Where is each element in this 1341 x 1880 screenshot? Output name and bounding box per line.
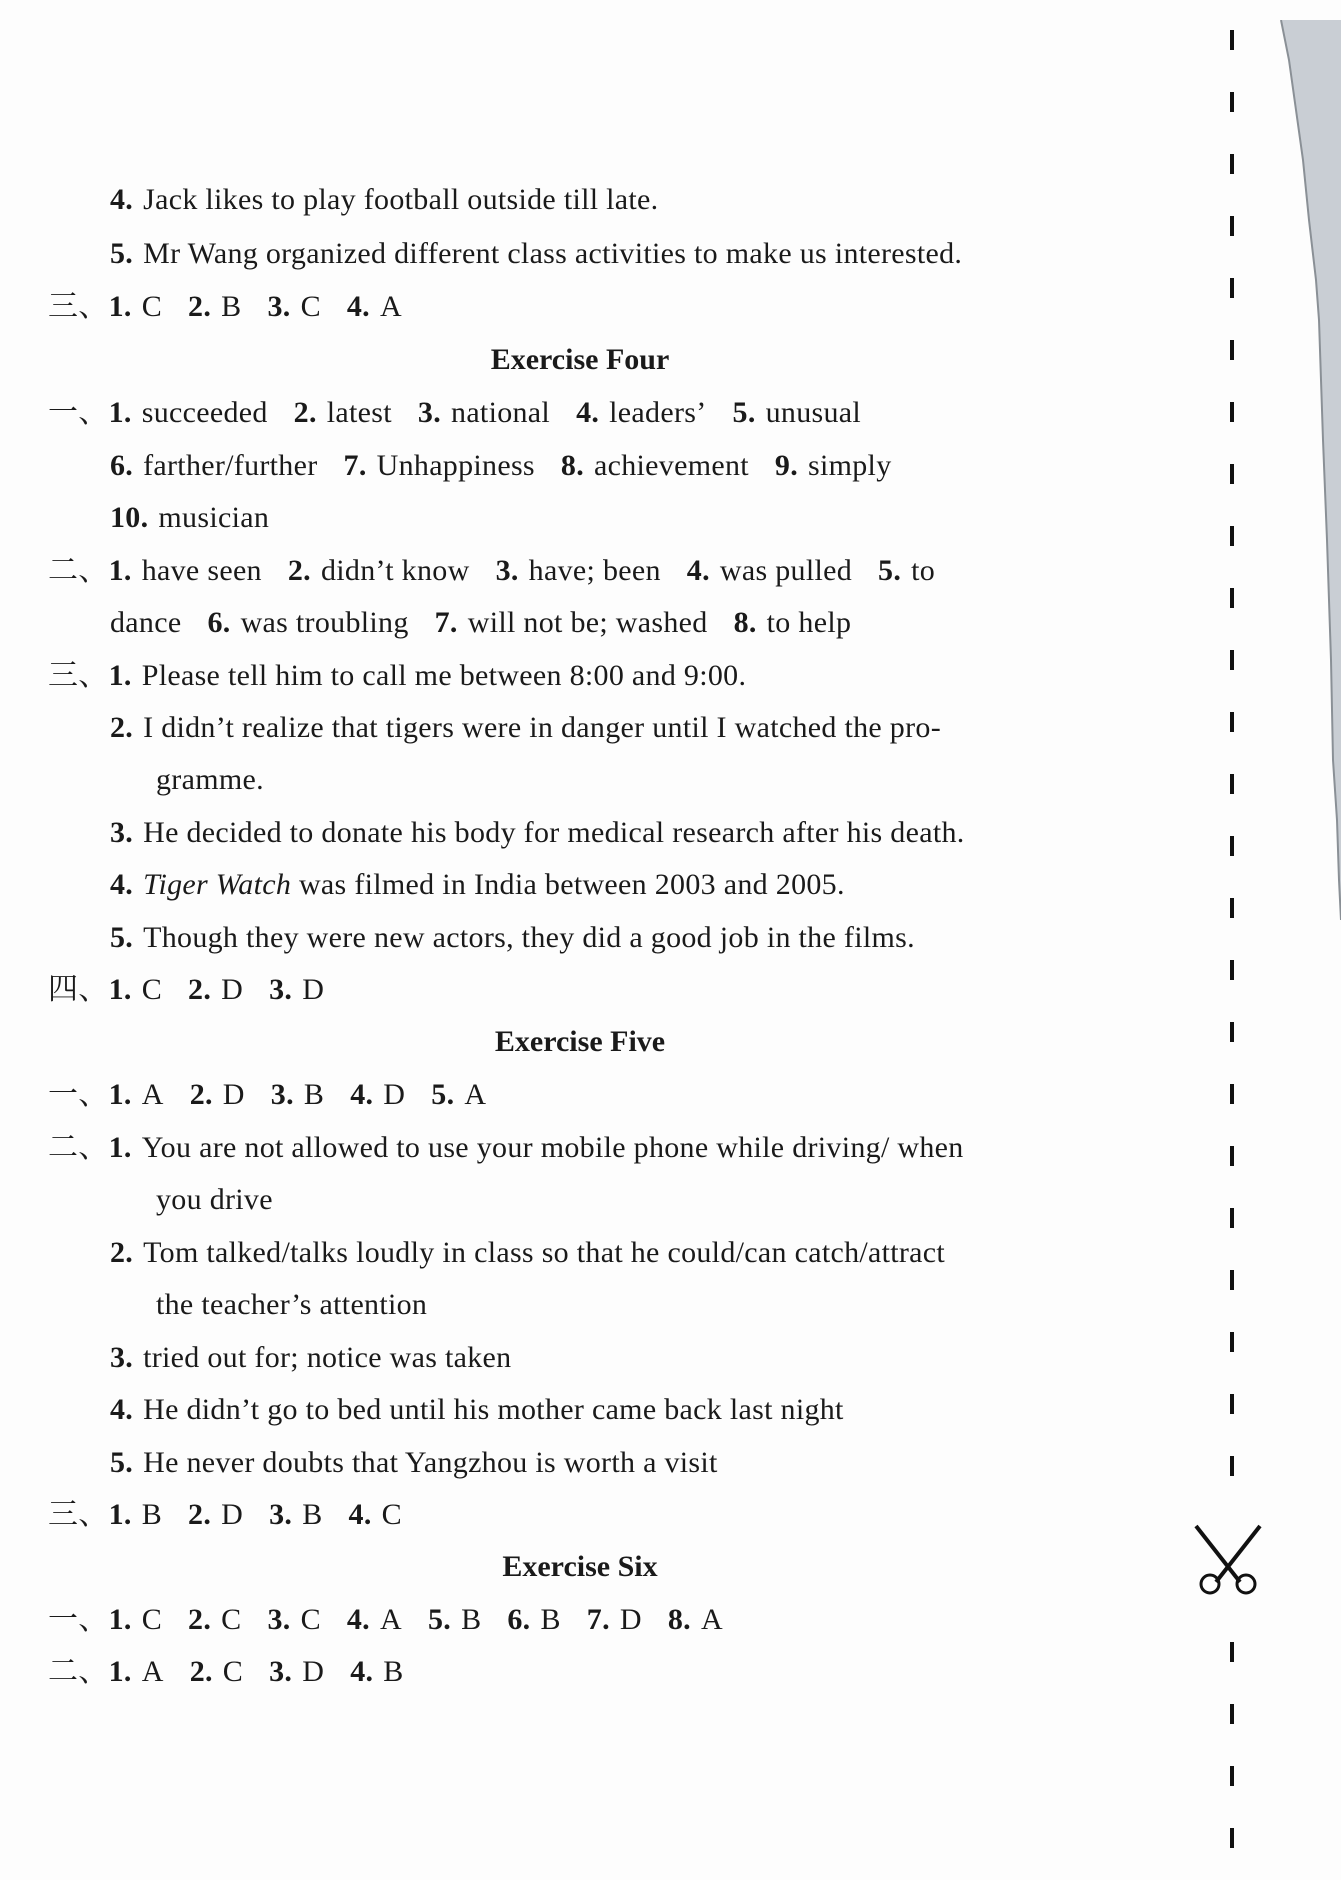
- answer-item: 2.: [110, 1236, 134, 1269]
- answer-line: [110, 708, 941, 748]
- answer-item: 7.: [343, 449, 367, 482]
- answer-item: 2.: [110, 711, 134, 744]
- answer-item: 2.: [189, 1078, 213, 1111]
- answer-item: 1.: [108, 973, 132, 1006]
- answer-item: 7.: [434, 606, 458, 639]
- answer-item: unusual: [765, 396, 862, 429]
- item-text: Mr Wang organized different class activities to make us interested.: [143, 237, 963, 270]
- answer-item: He decided to donate his body for medical research after his death.: [143, 816, 965, 849]
- answer-item: 2.: [287, 554, 311, 587]
- answer-item: B: [383, 1655, 404, 1688]
- answer-item: Tom talked/talks loudly in class so that he could/can catch/attract: [143, 1236, 946, 1269]
- answer-item: A: [379, 1603, 402, 1636]
- section-marker: 四、: [48, 973, 109, 1006]
- section-marker: 一、: [48, 396, 109, 429]
- answer-item: 6.: [507, 1603, 531, 1636]
- answer-item: B: [461, 1603, 482, 1636]
- answer-item: 2.: [189, 1655, 213, 1688]
- answer-item: Though they were new actors, they did a good job in the films.: [143, 921, 915, 954]
- cut-dash: [1230, 30, 1234, 50]
- cut-dash: [1230, 1394, 1234, 1414]
- answer-item: D: [383, 1078, 406, 1111]
- answer-item: 5.: [110, 921, 134, 954]
- answer-item: 1.: [108, 396, 132, 429]
- answer-item: C: [300, 1603, 321, 1636]
- answer-item: was pulled: [719, 554, 853, 587]
- cut-dash: [1230, 650, 1234, 670]
- section-title: Exercise Five: [494, 1025, 666, 1058]
- answer-line: [48, 970, 324, 1010]
- answer-line: [48, 1495, 402, 1535]
- answer-item: 1.: [108, 659, 132, 692]
- answer-item: succeeded: [141, 396, 268, 429]
- cut-dash: [1230, 340, 1234, 360]
- answer-item: 3.: [269, 1655, 293, 1688]
- scissors-icon: [1188, 1520, 1268, 1600]
- answer-line: [110, 918, 915, 958]
- cut-dash: [1230, 464, 1234, 484]
- cut-dash: [1230, 1704, 1234, 1724]
- answer-item: A: [700, 1603, 723, 1636]
- answer-item: 4.: [686, 554, 710, 587]
- answer-item: B: [302, 1498, 323, 1531]
- answer-item: was filmed in India between 2003 and 2005.: [298, 868, 845, 901]
- cut-dash: [1230, 774, 1234, 794]
- answer-item: B: [221, 290, 242, 323]
- answer-item: 3.: [269, 1498, 293, 1531]
- answer-item: 3.: [110, 816, 134, 849]
- answer-line: [110, 1390, 844, 1430]
- answer-item: 1.: [108, 1131, 132, 1164]
- answer-item: I didn’t realize that tigers were in danger until I watched the pro-: [143, 711, 941, 744]
- answer-item: 3.: [110, 1341, 134, 1374]
- cut-dash: [1230, 1642, 1234, 1662]
- section-marker: 三、: [48, 290, 109, 323]
- answer-item: 4.: [346, 1603, 370, 1636]
- cut-dash: [1230, 1084, 1234, 1104]
- answer-item: 2.: [188, 290, 212, 323]
- answer-item: 4.: [348, 1498, 372, 1531]
- answer-item: 5.: [732, 396, 756, 429]
- answer-line: [110, 234, 962, 274]
- answer-item: 3.: [269, 973, 293, 1006]
- answer-item: You are not allowed to use your mobile phone while driving/ when: [141, 1131, 964, 1164]
- cut-dash: [1230, 836, 1234, 856]
- answer-item: D: [221, 1498, 244, 1531]
- cut-dash: [1230, 1332, 1234, 1352]
- answer-line: [110, 1233, 945, 1273]
- answer-item: 9.: [774, 449, 799, 482]
- answer-item: achievement: [594, 449, 749, 482]
- answer-line: [110, 1338, 511, 1378]
- section-marker: 一、: [48, 1603, 109, 1636]
- answer-item: 3.: [267, 290, 291, 323]
- cut-dash: [1230, 960, 1234, 980]
- answer-line: [110, 446, 892, 486]
- answer-item: D: [302, 973, 325, 1006]
- section-marker: 二、: [48, 1131, 109, 1164]
- item-text: Jack likes to play football outside till late.: [143, 183, 659, 216]
- answer-item: 5.: [431, 1078, 455, 1111]
- answer-line: [110, 865, 845, 905]
- answer-item: 3.: [495, 554, 519, 587]
- answer-item: 2.: [188, 973, 212, 1006]
- answer-item: farther/further: [143, 449, 318, 482]
- cut-dash: [1230, 216, 1234, 236]
- answer-item: 1.: [108, 290, 132, 323]
- answer-item: He never doubts that Yangzhou is worth a visit: [143, 1446, 718, 1479]
- answer-item: 5.: [427, 1603, 452, 1636]
- answer-item: 1.: [108, 1078, 132, 1111]
- answer-item: was troubling: [240, 606, 409, 639]
- cut-dash: [1230, 1022, 1234, 1042]
- answer-line: [48, 1128, 964, 1168]
- answer-item: 8.: [667, 1603, 691, 1636]
- section-title: Exercise Four: [490, 343, 670, 376]
- answer-item: C: [141, 1603, 163, 1636]
- answer-item: 7.: [586, 1603, 610, 1636]
- cut-dash: [1230, 588, 1234, 608]
- answer-item: didn’t know: [320, 554, 470, 587]
- answer-item: C: [141, 290, 163, 323]
- answer-line: [48, 287, 402, 327]
- answer-item: A: [379, 290, 402, 323]
- answer-line: [110, 603, 851, 643]
- answer-item: 4.: [110, 1393, 134, 1426]
- answer-item: B: [540, 1603, 561, 1636]
- answer-item: 3.: [270, 1078, 294, 1111]
- answer-item: 4.: [576, 396, 600, 429]
- answer-item: you drive: [156, 1183, 273, 1216]
- answer-item: the teacher’s attention: [156, 1288, 428, 1321]
- answer-item: 5.: [110, 1446, 134, 1479]
- answer-item: Unhappiness: [376, 449, 535, 482]
- answer-line: [110, 1443, 718, 1483]
- answer-item: 8.: [560, 449, 585, 482]
- cut-dash: [1230, 154, 1234, 174]
- cut-dash: [1230, 402, 1234, 422]
- answer-item: gramme.: [156, 763, 264, 796]
- answer-item: 8.: [733, 606, 757, 639]
- answer-item: dance: [110, 606, 182, 639]
- cut-dash: [1230, 1766, 1234, 1786]
- answer-item: to help: [766, 606, 852, 639]
- answer-item: to: [911, 554, 936, 587]
- answer-line: [156, 760, 264, 800]
- section-marker: 一、: [48, 1078, 109, 1111]
- section-marker: 三、: [48, 1498, 109, 1531]
- cut-dash: [1230, 526, 1234, 546]
- answer-line: [156, 1285, 427, 1325]
- answer-item: 3.: [417, 396, 442, 429]
- item-number: 4.: [110, 183, 134, 216]
- answer-item: 1.: [108, 1603, 132, 1636]
- cut-dash: [1230, 898, 1234, 918]
- answer-item: 1.: [108, 1498, 132, 1531]
- section-marker: 二、: [48, 1655, 109, 1688]
- answer-item: Tiger Watch: [143, 868, 292, 901]
- answer-line: [48, 656, 746, 696]
- answer-line: [48, 1075, 486, 1115]
- section-marker: 二、: [48, 554, 109, 587]
- answer-line: [110, 180, 658, 220]
- cut-dash: [1230, 1456, 1234, 1476]
- cut-dash: [1230, 1828, 1234, 1848]
- answer-line: [48, 1652, 404, 1692]
- answer-item: B: [303, 1078, 325, 1111]
- answer-item: B: [141, 1498, 163, 1531]
- section-marker: 三、: [48, 659, 109, 692]
- cut-dash: [1230, 1270, 1234, 1290]
- answer-item: 4.: [350, 1078, 374, 1111]
- cut-dash: [1230, 1208, 1234, 1228]
- answer-item: A: [141, 1078, 164, 1111]
- answer-item: 1.: [108, 1655, 132, 1688]
- answer-item: D: [221, 973, 244, 1006]
- answer-item: He didn’t go to bed until his mother came back last night: [143, 1393, 844, 1426]
- answer-item: leaders’: [609, 396, 707, 429]
- answer-item: have seen: [141, 554, 262, 587]
- answer-item: D: [302, 1655, 325, 1688]
- answer-item: 2.: [188, 1498, 212, 1531]
- answer-item: simply: [808, 449, 892, 482]
- answer-item: have; been: [528, 554, 661, 587]
- cut-dash: [1230, 278, 1234, 298]
- answer-item: 4.: [110, 868, 134, 901]
- answer-item: will not be; washed: [467, 606, 708, 639]
- answer-item: 10.: [110, 501, 149, 534]
- answer-item: latest: [326, 396, 392, 429]
- answer-item: D: [222, 1078, 245, 1111]
- answer-item: 3.: [267, 1603, 291, 1636]
- answer-line: [110, 498, 269, 538]
- answer-line: [110, 813, 965, 853]
- answer-item: 4.: [346, 290, 370, 323]
- section-title: Exercise Six: [502, 1550, 658, 1583]
- answer-item: C: [222, 1655, 244, 1688]
- answer-item: 4.: [350, 1655, 374, 1688]
- answer-item: 1.: [108, 554, 132, 587]
- answer-line: [48, 1600, 723, 1640]
- answer-line: [48, 393, 861, 433]
- answer-line: [48, 551, 935, 591]
- answer-item: C: [221, 1603, 242, 1636]
- answer-item: 6.: [207, 606, 231, 639]
- answer-line: [156, 1180, 273, 1220]
- cut-dash: [1230, 1146, 1234, 1166]
- answer-item: C: [141, 973, 163, 1006]
- answer-item: A: [464, 1078, 487, 1111]
- cut-dash: [1230, 712, 1234, 732]
- answer-item: tried out for; notice was taken: [143, 1341, 512, 1374]
- answer-item: 5.: [878, 554, 902, 587]
- answer-item: national: [451, 396, 551, 429]
- answer-item: A: [141, 1655, 164, 1688]
- answer-item: 2.: [293, 396, 317, 429]
- cut-dash: [1230, 92, 1234, 112]
- answer-item: D: [619, 1603, 642, 1636]
- answer-item: C: [381, 1498, 402, 1531]
- torn-edge: [1261, 20, 1341, 1880]
- answer-item: C: [300, 290, 321, 323]
- item-number: 5.: [110, 237, 134, 270]
- answer-item: 6.: [110, 449, 134, 482]
- answer-item: 2.: [188, 1603, 212, 1636]
- answer-item: musician: [158, 501, 270, 534]
- answer-item: Please tell him to call me between 8:00 and 9:00.: [141, 659, 747, 692]
